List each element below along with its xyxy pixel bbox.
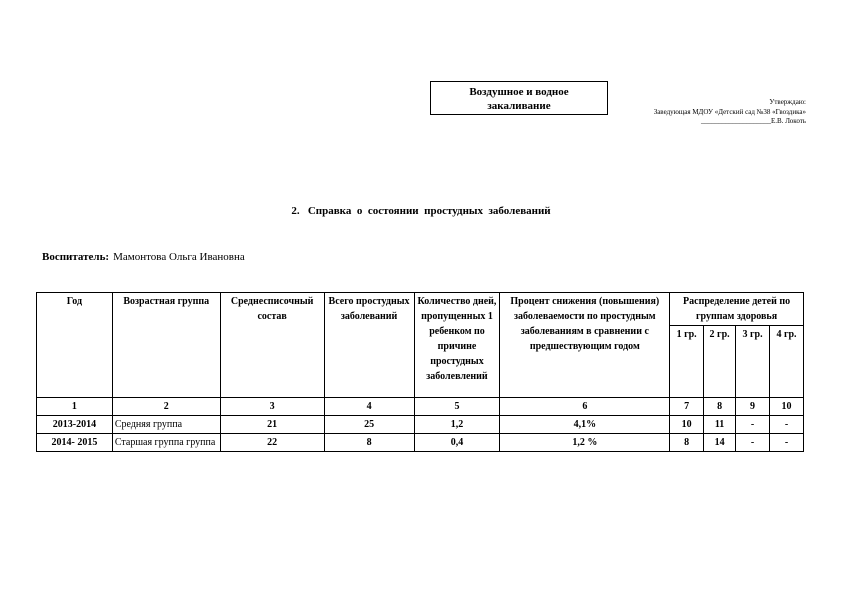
col-number: 1 xyxy=(37,398,113,416)
cell-year: 2014- 2015 xyxy=(37,434,113,452)
cell-year: 2013-2014 xyxy=(37,416,113,434)
cell-percent: 4,1% xyxy=(500,416,670,434)
teacher-label: Воспитатель: xyxy=(42,251,110,263)
header-g2: 2 гр. xyxy=(704,326,736,398)
header-avg-count: Среднесписочный состав xyxy=(220,293,324,398)
document-heading: 2. Справка о состоянии простудных заболеваний xyxy=(291,205,551,217)
cell-avg: 22 xyxy=(220,434,324,452)
cell-g1: 8 xyxy=(670,434,704,452)
col-number: 2 xyxy=(112,398,220,416)
col-number: 3 xyxy=(220,398,324,416)
col-number: 7 xyxy=(670,398,704,416)
teacher-line xyxy=(42,251,245,263)
header-total-illness: Всего простудных заболеваний xyxy=(324,293,414,398)
title-box xyxy=(430,81,608,115)
approval-line-2: Заведующая МДОУ «Детский сад №38 «Гвоздика» xyxy=(653,107,806,116)
cell-g3: - xyxy=(736,434,770,452)
cell-percent: 1,2 % xyxy=(500,434,670,452)
header-row-1 xyxy=(37,293,804,326)
approval-block xyxy=(654,98,806,127)
header-health-groups: Распределение детей по группам здоровья xyxy=(670,293,804,326)
approval-line-1: Утверждаю: xyxy=(769,98,806,106)
col-number: 9 xyxy=(736,398,770,416)
cell-g1: 10 xyxy=(670,416,704,434)
header-g1: 1 гр. xyxy=(670,326,704,398)
header-g3: 3 гр. xyxy=(736,326,770,398)
illness-table xyxy=(36,292,804,452)
approval-line-3: ____________________Е.В. Локоть xyxy=(701,117,806,125)
col-number: 5 xyxy=(414,398,500,416)
cell-avg: 21 xyxy=(220,416,324,434)
number-row xyxy=(37,398,804,416)
header-days-missed: Количество дней, пропущенных 1 ребенком по причине простудных заболевлений xyxy=(414,293,500,398)
teacher-name: Мамонтова Ольга Ивановна xyxy=(113,251,245,263)
cell-total: 8 xyxy=(324,434,414,452)
cell-g4: - xyxy=(770,416,804,434)
title-line-1: Воздушное и водное xyxy=(469,86,569,98)
header-g4: 4 гр. xyxy=(770,326,804,398)
cell-days: 1,2 xyxy=(414,416,500,434)
cell-g4: - xyxy=(770,434,804,452)
cell-group: Средняя группа xyxy=(112,416,220,434)
title-line-2: закаливание xyxy=(487,100,551,112)
cell-total: 25 xyxy=(324,416,414,434)
header-year: Год xyxy=(37,293,113,398)
header-percent-change: Процент снижения (повышения) заболеваемости по простудным заболеваниям в сравнении с предшествующим годом xyxy=(500,293,670,398)
cell-days: 0,4 xyxy=(414,434,500,452)
col-number: 4 xyxy=(324,398,414,416)
cell-group: Старшая группа группа xyxy=(112,434,220,452)
table-row xyxy=(37,434,804,452)
col-number: 6 xyxy=(500,398,670,416)
header-age-group: Возрастная группа xyxy=(112,293,220,398)
table-row xyxy=(37,416,804,434)
cell-g2: 11 xyxy=(704,416,736,434)
cell-g3: - xyxy=(736,416,770,434)
col-number: 10 xyxy=(770,398,804,416)
cell-g2: 14 xyxy=(704,434,736,452)
col-number: 8 xyxy=(704,398,736,416)
